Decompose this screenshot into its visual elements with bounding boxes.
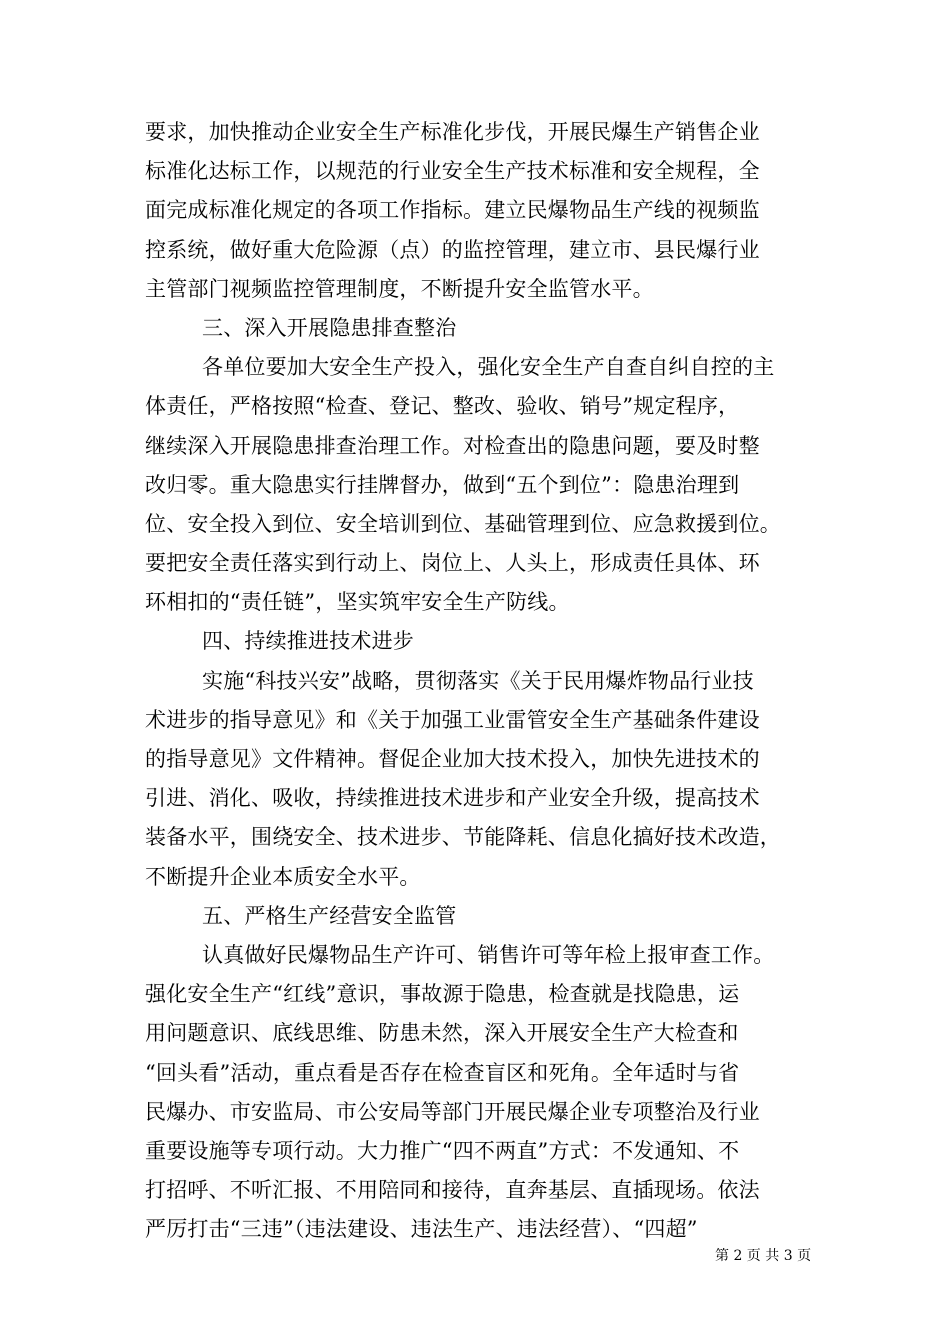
text-line: 强化安全生产“红线”意识，事故源于隐患，检查就是找隐患，运 (145, 982, 740, 1007)
paragraph-start: 各单位要加大安全生产投入，强化安全生产自查自纠自控的主 (202, 355, 775, 380)
text-line: 严厉打击“三违”（违法建设、违法生产、违法经营）、“四超” (145, 1217, 698, 1242)
text-line: 引进、消化、吸收，持续推进技术进步和产业安全升级，提高技术 (145, 786, 760, 811)
text-line: 继续深入开展隐患排查治理工作。对检查出的隐患问题，要及时整 (145, 433, 760, 458)
text-line: 打招呼、不听汇报、不用陪同和接待，直奔基层、直插现场。依法 (145, 1178, 760, 1203)
body-text (145, 113, 810, 1249)
paragraph-start: 认真做好民爆物品生产许可、销售许可等年检上报审查工作。 (202, 942, 775, 967)
text-line: 的指导意见》文件精神。督促企业加大技术投入，加快先进技术的 (145, 747, 760, 771)
text-line: 体责任，严格按照“检查、登记、整改、验收、销号”规定程序， (145, 394, 740, 419)
paragraph-start: 实施“科技兴安”战略，贯彻落实《关于民用爆炸物品行业技 (202, 668, 754, 693)
text-line: 用问题意识、底线思维、防患未然，深入开展安全生产大检查和 (145, 1021, 739, 1046)
text-line: 改归零。重大隐患实行挂牌督办，做到“五个到位”：隐患治理到 (145, 472, 740, 497)
section-heading: 三、深入开展隐患排查整治 (202, 315, 457, 340)
text-line: “回头看”活动，重点看是否存在检查盲区和死角。全年适时与省 (145, 1060, 740, 1085)
text-line: 民爆办、市安监局、市公安局等部门开展民爆企业专项整治及行业 (145, 1099, 760, 1124)
text-line: 位、安全投入到位、安全培训到位、基础管理到位、应急救援到位。 (145, 511, 781, 536)
page-number: 第 2 页 共 3 页 (715, 1248, 812, 1264)
text-line: 装备水平，围绕安全、技术进步、节能降耗、信息化搞好技术改造， (145, 825, 781, 850)
text-line: 控系统，做好重大危险源（点）的监控管理，建立市、县民爆行业 (145, 237, 760, 262)
text-line: 环相扣的“责任链”，坚实筑牢安全生产防线。 (145, 590, 570, 615)
text-line: 标准化达标工作，以规范的行业安全生产技术标准和安全规程，全 (145, 159, 760, 184)
text-line: 要把安全责任落实到行动上、岗位上、人头上，形成责任具体、环 (145, 551, 760, 576)
text-line: 面完成标准化规定的各项工作指标。建立民爆物品生产线的视频监 (145, 198, 760, 223)
text-line: 术进步的指导意见》和《关于加强工业雷管安全生产基础条件建设 (145, 707, 760, 732)
section-heading: 四、持续推进技术进步 (202, 629, 414, 654)
text-line: 不断提升企业本质安全水平。 (145, 864, 421, 889)
text-line: 要求，加快推动企业安全生产标准化步伐，开展民爆生产销售企业 (145, 120, 760, 144)
text-line: 主管部门视频监控管理制度，不断提升安全监管水平。 (145, 276, 654, 301)
text-line: 重要设施等专项行动。大力推广“四不两直”方式：不发通知、不 (145, 1138, 740, 1163)
section-heading: 五、严格生产经营安全监管 (202, 903, 457, 928)
